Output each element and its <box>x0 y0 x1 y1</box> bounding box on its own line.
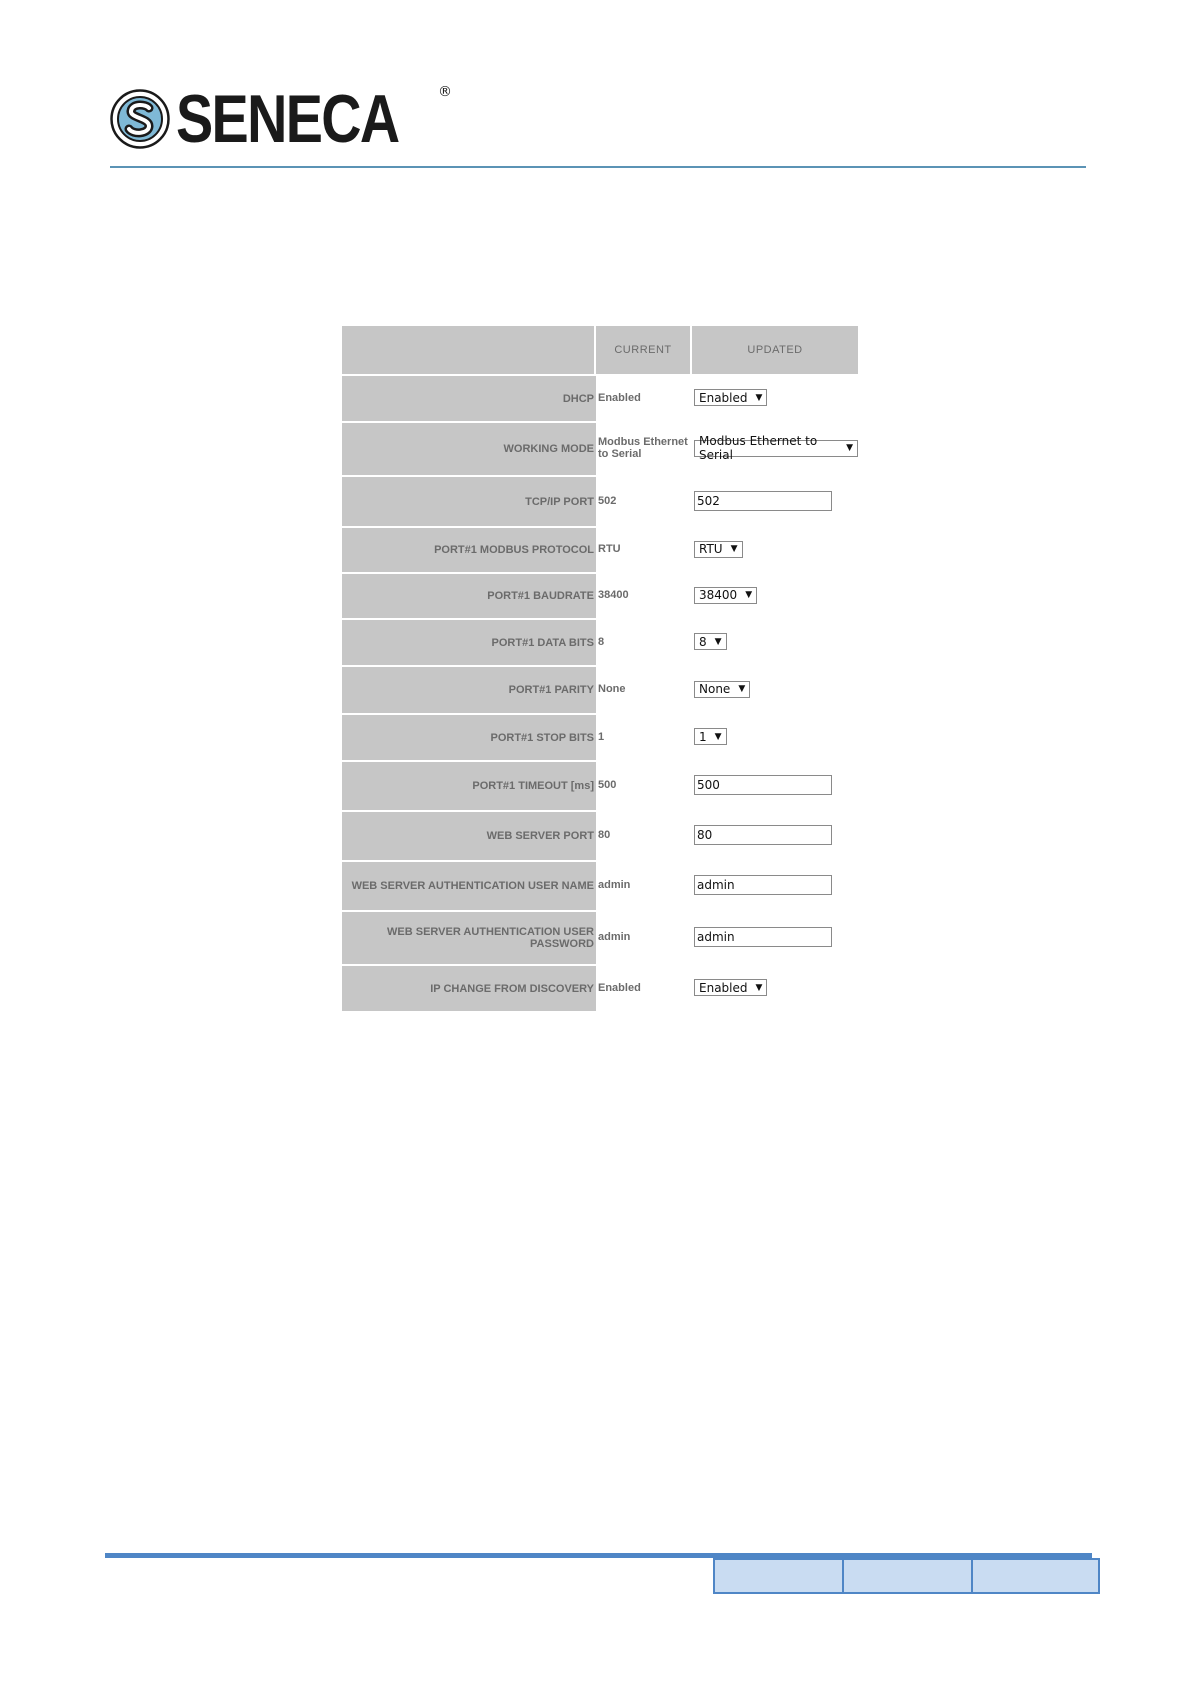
current-value-web-server-port: 80 <box>596 810 692 860</box>
web-server-port-input[interactable]: 80 <box>694 825 832 845</box>
header-label-column <box>342 326 596 374</box>
current-value-port-1-stop-bits: 1 <box>596 713 692 760</box>
header-updated: UPDATED <box>692 326 858 374</box>
row-label-web-server-authentication-user-name: WEB SERVER AUTHENTICATION USER NAME <box>342 860 596 910</box>
dhcp-select[interactable] <box>694 389 767 406</box>
seneca-logo <box>110 81 452 157</box>
port-1-baudrate-select[interactable] <box>694 587 757 604</box>
ip-change-from-discovery-select[interactable] <box>694 979 767 996</box>
updated-cell-tcp-ip-port <box>692 475 858 526</box>
port-1-baudrate-select-value: 38400 <box>699 588 738 602</box>
row-label-tcp-ip-port: TCP/IP PORT <box>342 475 596 526</box>
updated-cell-web-server-port <box>692 810 858 860</box>
footer-cell-2 <box>842 1558 973 1594</box>
header-divider <box>110 166 1086 168</box>
footer-cell-1 <box>713 1558 844 1594</box>
current-value-dhcp: Enabled <box>596 374 692 421</box>
port-1-parity-select[interactable] <box>694 681 750 698</box>
port-1-parity-select-value: None <box>699 682 731 696</box>
current-value-port-1-data-bits: 8 <box>596 618 692 665</box>
dropdown-arrow-icon: ▼ <box>755 982 763 993</box>
registered-mark: ® <box>438 84 452 100</box>
row-label-port-1-parity: PORT#1 PARITY <box>342 665 596 713</box>
port-1-data-bits-select-value: 8 <box>699 634 707 649</box>
current-value-web-server-authentication-user-password: admin <box>596 910 692 964</box>
tcp-ip-port-input[interactable]: 502 <box>694 491 832 511</box>
current-value-ip-change-from-discovery: Enabled <box>596 964 692 1011</box>
dropdown-arrow-icon: ▼ <box>846 443 853 453</box>
updated-cell-working-mode <box>692 421 858 475</box>
updated-cell-web-server-authentication-user-password <box>692 910 858 964</box>
seneca-s-mark-icon <box>110 89 170 149</box>
updated-cell-port-1-timeout-ms <box>692 760 858 810</box>
updated-cell-port-1-baudrate <box>692 572 858 618</box>
current-value-tcp-ip-port: 502 <box>596 475 692 526</box>
current-value-port-1-parity: None <box>596 665 692 713</box>
port-1-stop-bits-select[interactable] <box>694 728 727 745</box>
port-1-timeout-ms-input[interactable]: 500 <box>694 775 832 795</box>
updated-cell-port-1-parity <box>692 665 858 713</box>
dropdown-arrow-icon: ▼ <box>730 544 738 554</box>
updated-cell-web-server-authentication-user-name <box>692 860 858 910</box>
configuration-table <box>342 326 858 1011</box>
working-mode-select[interactable] <box>694 434 858 462</box>
footer-cell-3 <box>971 1558 1100 1594</box>
port-1-modbus-protocol-select-value: RTU <box>699 542 723 556</box>
row-label-port-1-stop-bits: PORT#1 STOP BITS <box>342 713 596 760</box>
current-value-web-server-authentication-user-name: admin <box>596 860 692 910</box>
dropdown-arrow-icon: ▼ <box>738 684 746 694</box>
web-server-authentication-user-password-input[interactable]: admin <box>694 927 832 947</box>
updated-cell-port-1-modbus-protocol <box>692 526 858 572</box>
port-1-stop-bits-select-value: 1 <box>699 729 707 744</box>
dropdown-arrow-icon: ▼ <box>745 590 753 600</box>
current-value-port-1-modbus-protocol: RTU <box>596 526 692 572</box>
row-label-port-1-timeout-ms: PORT#1 TIMEOUT [ms] <box>342 760 596 810</box>
row-label-working-mode: WORKING MODE <box>342 421 596 475</box>
updated-cell-port-1-stop-bits <box>692 713 858 760</box>
row-label-web-server-port: WEB SERVER PORT <box>342 810 596 860</box>
row-label-dhcp: DHCP <box>342 374 596 421</box>
dropdown-arrow-icon: ▼ <box>714 636 722 647</box>
header-current: CURRENT <box>596 326 692 374</box>
row-label-port-1-baudrate: PORT#1 BAUDRATE <box>342 572 596 618</box>
dropdown-arrow-icon: ▼ <box>755 392 763 403</box>
ip-change-from-discovery-select-value: Enabled <box>699 980 748 995</box>
dhcp-select-value: Enabled <box>699 390 748 405</box>
working-mode-select-value: Modbus Ethernet to Serial <box>699 434 818 462</box>
web-server-authentication-user-name-input[interactable]: admin <box>694 875 832 895</box>
row-label-ip-change-from-discovery: IP CHANGE FROM DISCOVERY <box>342 964 596 1011</box>
updated-cell-port-1-data-bits <box>692 618 858 665</box>
current-value-working-mode: Modbus Ethernet to Serial <box>596 421 692 475</box>
current-value-port-1-timeout-ms: 500 <box>596 760 692 810</box>
row-label-port-1-data-bits: PORT#1 DATA BITS <box>342 618 596 665</box>
row-label-port-1-modbus-protocol: PORT#1 MODBUS PROTOCOL <box>342 526 596 572</box>
current-value-port-1-baudrate: 38400 <box>596 572 692 618</box>
updated-cell-dhcp <box>692 374 858 421</box>
brand-name: SENECA <box>176 81 399 157</box>
port-1-data-bits-select[interactable] <box>694 633 727 650</box>
dropdown-arrow-icon: ▼ <box>714 731 722 742</box>
port-1-modbus-protocol-select[interactable] <box>694 541 743 558</box>
updated-cell-ip-change-from-discovery <box>692 964 858 1011</box>
row-label-web-server-authentication-user-password: WEB SERVER AUTHENTICATION USER PASSWORD <box>342 910 596 964</box>
